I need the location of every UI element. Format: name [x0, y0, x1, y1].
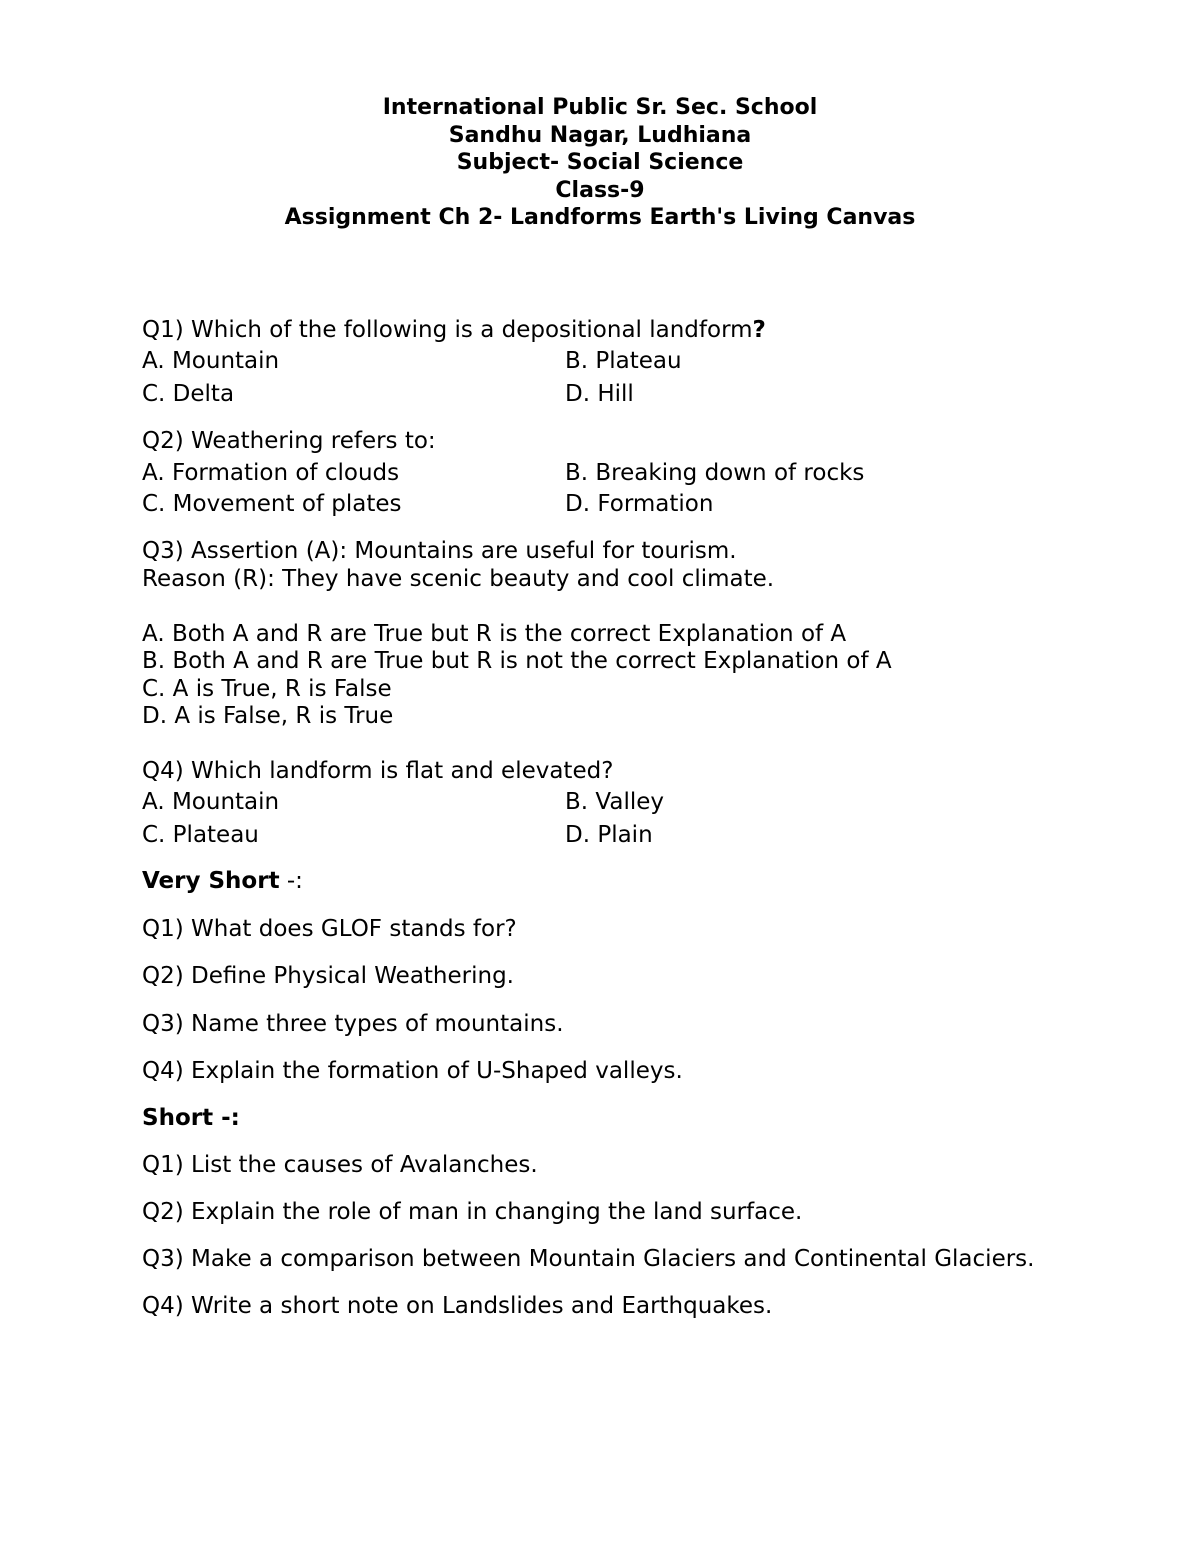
- document-header: [0, 94, 1200, 232]
- mcq-2-option-d: D. Formation: [565, 491, 714, 517]
- assignment-title: Assignment Ch 2- Landforms Earth's Living Canvas: [284, 205, 916, 230]
- mcq-3-option-c: C. A is True, R is False: [142, 676, 392, 702]
- subject-line: Subject- Social Science: [456, 150, 744, 175]
- mcq-question-4: Q4) Which landform is flat and elevated?: [142, 758, 614, 784]
- mcq-3-assertion: Q3) Assertion (A): Mountains are useful for tourism.: [142, 538, 737, 564]
- very-short-heading-suffix: -:: [279, 868, 303, 894]
- mcq-2-option-b: B. Breaking down of rocks: [565, 460, 865, 486]
- mcq-4-option-c: C. Plateau: [142, 822, 259, 848]
- very-short-question-3: Q3) Name three types of mountains.: [142, 1011, 564, 1037]
- mcq-3-reason: Reason (R): They have scenic beauty and cool climate.: [142, 566, 775, 592]
- short-question-4: Q4) Write a short note on Landslides and Earthquakes.: [142, 1293, 773, 1319]
- mcq-question-1-mark: ?: [752, 317, 766, 343]
- mcq-1-option-b: B. Plateau: [565, 348, 682, 374]
- mcq-4-option-d: D. Plain: [565, 822, 653, 848]
- short-question-3: Q3) Make a comparison between Mountain Glaciers and Continental Glaciers.: [142, 1246, 1035, 1272]
- mcq-3-option-b: B. Both A and R are True but R is not the correct Explanation of A: [142, 648, 892, 674]
- mcq-1-option-a: A. Mountain: [142, 348, 280, 374]
- mcq-4-option-a: A. Mountain: [142, 789, 280, 815]
- very-short-question-1: Q1) What does GLOF stands for?: [142, 916, 517, 942]
- mcq-2-option-c: C. Movement of plates: [142, 491, 402, 517]
- short-question-2: Q2) Explain the role of man in changing the land surface.: [142, 1199, 803, 1225]
- mcq-3-option-a: A. Both A and R are True but R is the correct Explanation of A: [142, 621, 847, 647]
- mcq-4-option-b: B. Valley: [565, 789, 664, 815]
- mcq-question-1: [142, 316, 766, 344]
- mcq-2-option-a: A. Formation of clouds: [142, 460, 400, 486]
- class-line: Class-9: [555, 177, 645, 203]
- school-address: Sandhu Nagar, Ludhiana: [448, 122, 752, 148]
- short-question-1: Q1) List the causes of Avalanches.: [142, 1152, 538, 1178]
- very-short-question-4: Q4) Explain the formation of U-Shaped valleys.: [142, 1058, 683, 1084]
- mcq-question-1-text: Q1) Which of the following is a depositional landform: [142, 317, 753, 343]
- mcq-1-option-c: C. Delta: [142, 381, 235, 407]
- mcq-question-2: Q2) Weathering refers to:: [142, 428, 436, 454]
- very-short-heading: [142, 867, 303, 895]
- short-heading: Short -:: [142, 1105, 240, 1131]
- school-name: International Public Sr. Sec. School: [382, 95, 818, 120]
- mcq-3-option-d: D. A is False, R is True: [142, 703, 394, 729]
- very-short-heading-text: Very Short: [142, 868, 280, 894]
- mcq-1-option-d: D. Hill: [565, 381, 634, 407]
- very-short-question-2: Q2) Define Physical Weathering.: [142, 963, 514, 989]
